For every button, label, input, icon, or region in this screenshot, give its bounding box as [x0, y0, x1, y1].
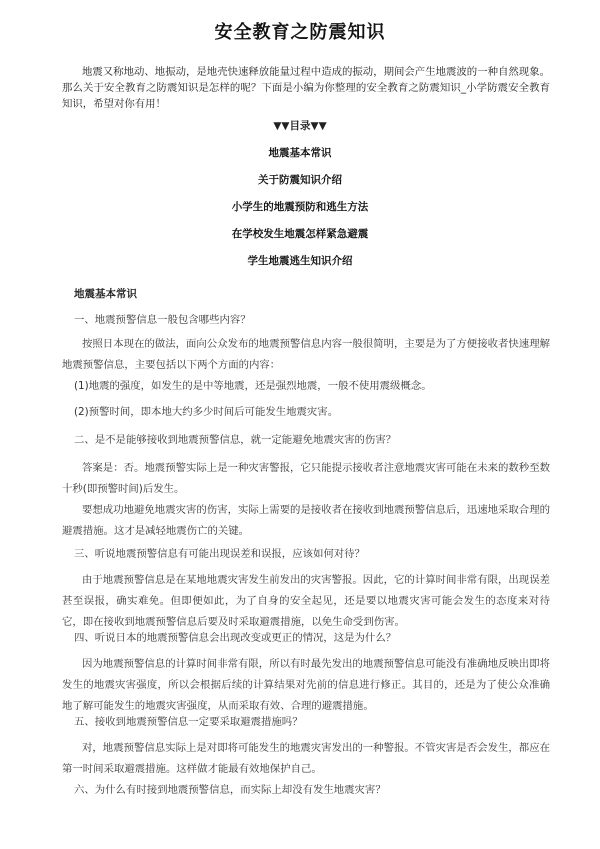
toc-link-student-escape-methods[interactable]: 小学生的地震预防和逃生方法	[231, 201, 369, 213]
body-paragraph: 对，地震预警信息实际上是对即将可能发生的地震灾害发出的一种警报。不管灾害是否会发生，都应在第一时间采取避震措施。这样做才能最有效地保护自己。	[62, 742, 550, 775]
question-heading: 三、听说地震预警信息有可能出现误差和误报，应该如何对待？	[74, 548, 365, 560]
toc-link-prevention-intro[interactable]: 关于防震知识介绍	[258, 174, 342, 186]
question-heading: 一、地震预警信息一般包含哪些内容？	[74, 314, 251, 326]
intro-paragraph: 地震又称地动、地振动，是地壳快速释放能量过程中造成的振动，期间会产生地震波的一种自然现象。那么关于安全教育之防震知识是怎样的呢？下面是小编为你整理的安全教育之防震知识_小学防震安全教育知识，希望对你有用！	[62, 66, 550, 110]
list-item: (2)预警时间，即本地大约多少时间后可能发生地震灾害。	[74, 406, 339, 418]
body-paragraph: 答案是：否。地震预警实际上是一种灾害警报，它只能提示接收者注意地震灾害可能在未来的数秒至数十秒(即预警时间)后发生。	[62, 462, 550, 495]
document-title: 安全教育之防震知识	[214, 22, 386, 43]
body-paragraph: 由于地震预警信息是在某地地震灾害发生前发出的灾害警报。因此，它的计算时间非常有限，出现误差甚至误报，确实难免。但即便如此，为了自身的安全起见，还是要以地震灾害可能会发生的态度来对待它，即在接收到地震预警信息后要及时采取避震措施，以免生命受到伤害。	[62, 574, 550, 628]
toc-link-school-emergency[interactable]: 在学校发生地震怎样紧急避震	[231, 228, 369, 240]
body-paragraph: 按照日本现在的做法，面向公众发布的地震预警信息内容一般很简明，主要是为了方便接收者快速理解地震预警信息，主要包括以下两个方面的内容：	[62, 338, 550, 371]
body-paragraph: 要想成功地避免地震灾害的伤害，实际上需要的是接收者在接收到地震预警信息后，迅速地采取合理的避震措施。这才是减轻地震伤亡的关键。	[62, 504, 550, 537]
list-item: (1)地震的强度，如发生的是中等地震，还是强烈地震，一般不使用震级概念。	[74, 380, 432, 392]
question-heading: 四、听说日本的地震预警信息会出现改变或更正的情况，这是为什么？	[74, 632, 397, 644]
question-heading: 六、为什么有时接到地震预警信息，而实际上却没有发生地震灾害？	[74, 784, 386, 796]
question-heading: 二、是不是能够接收到地震预警信息，就一定能避免地震灾害的伤害？	[74, 434, 397, 446]
question-heading: 五、接收到地震预警信息一定要采取避震措施吗？	[74, 716, 303, 728]
toc-link-escape-knowledge[interactable]: 学生地震逃生知识介绍	[247, 255, 353, 267]
section-title: 地震基本常识	[74, 288, 137, 300]
toc-heading: ▼▼目录▼▼	[273, 120, 327, 132]
toc-link-basic-knowledge[interactable]: 地震基本常识	[268, 147, 332, 159]
body-paragraph: 因为地震预警信息的计算时间非常有限，所以有时最先发出的地震预警信息可能没有准确地反映出即将发生的地震灾害强度，所以会根据后续的计算结果对先前的信息进行修正。其目的，还是为了使公众准确地了解可能发生的地震灾害强度，从而采取有效、合理的避震措施。	[62, 658, 550, 712]
